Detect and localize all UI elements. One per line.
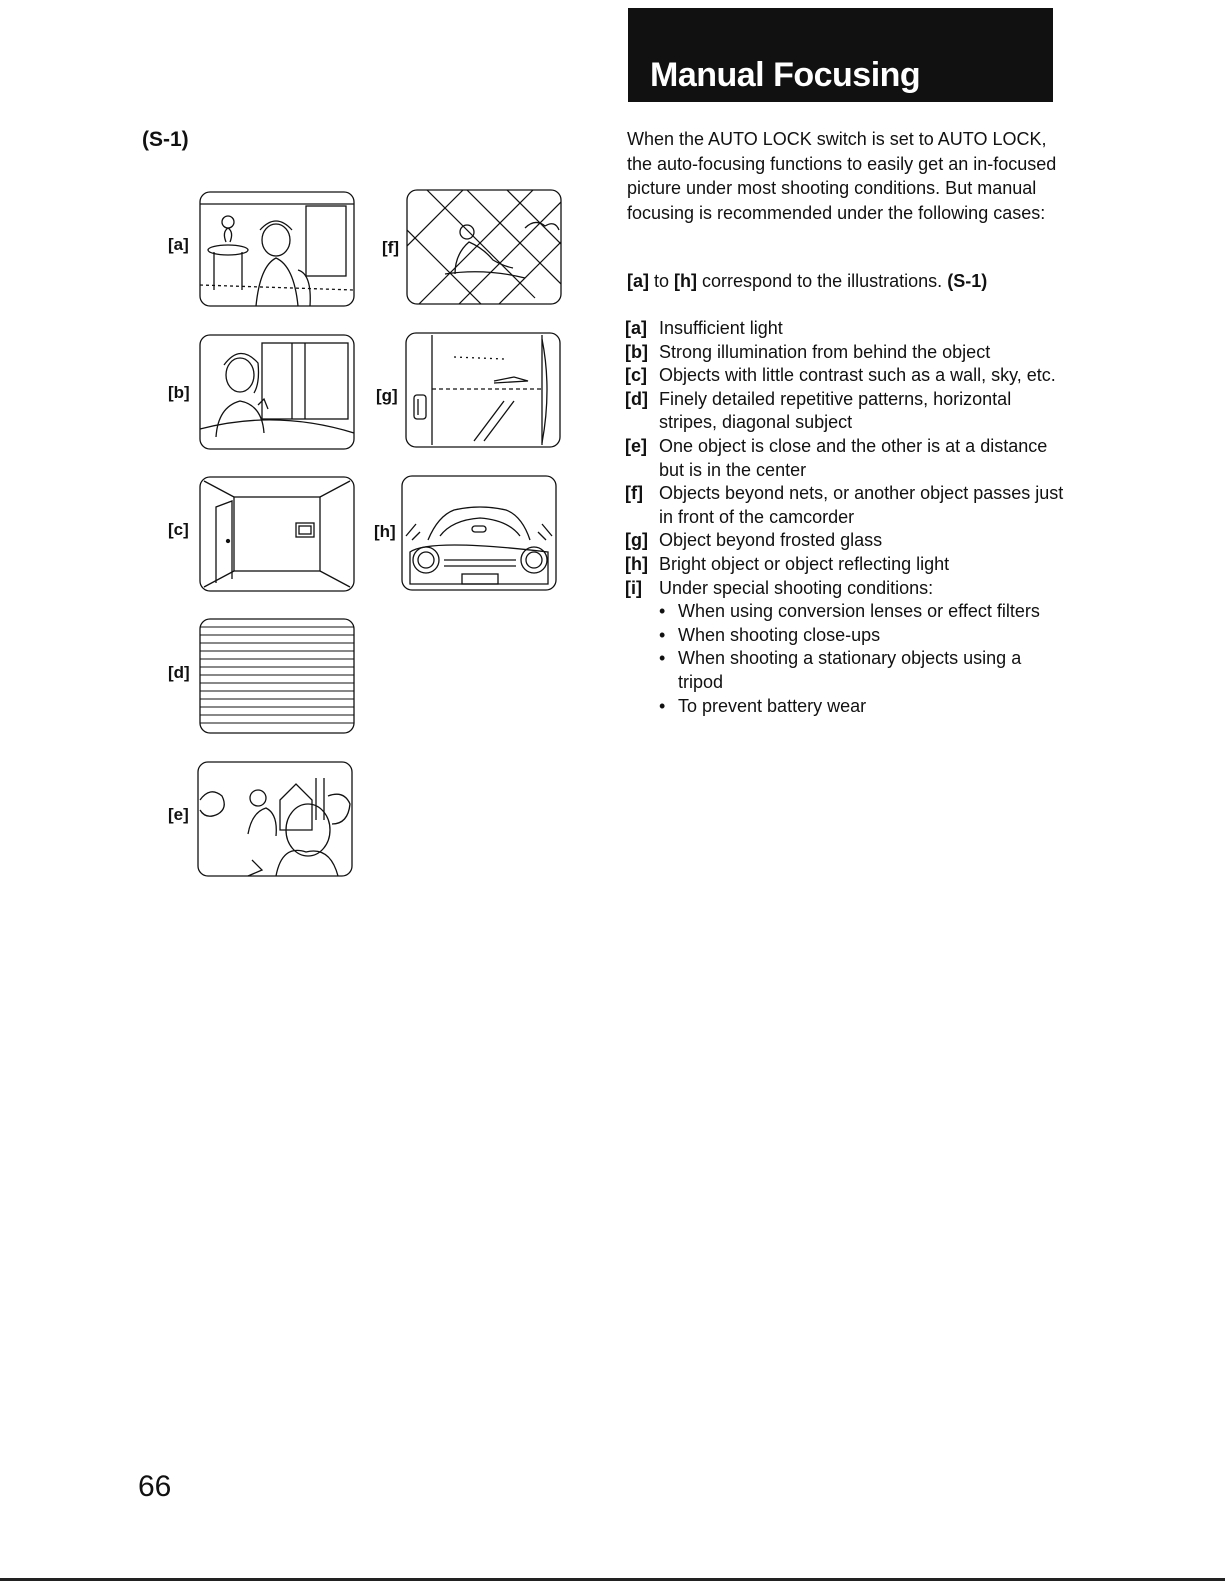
correspond-ref: (S-1)	[947, 271, 988, 291]
case-text: Bright object or object reflecting light	[659, 553, 950, 574]
panel-label-a: [a]	[168, 235, 189, 254]
correspond-text: correspond to the illustrations.	[702, 271, 943, 291]
panel-label-e: [e]	[168, 805, 189, 824]
list-item	[625, 553, 1065, 577]
illustration-near-and-far	[196, 760, 354, 878]
special-text: When shooting close-ups	[678, 624, 881, 645]
bullet-icon: •	[659, 648, 666, 669]
list-item	[625, 341, 1065, 365]
list-item	[625, 435, 1065, 482]
correspond-to-key: [h]	[674, 271, 698, 291]
special-text: When using conversion lenses or effect filters	[678, 601, 1040, 622]
bullet-icon: •	[659, 695, 666, 716]
case-text: Insufficient light	[659, 318, 783, 338]
bullet-icon: •	[659, 601, 666, 622]
panel-label-b: [b]	[168, 383, 190, 402]
page-number: 66	[138, 1470, 172, 1503]
case-text: Under special shooting conditions:	[659, 577, 934, 598]
correspondence-note	[627, 271, 987, 292]
panel-label-d: [d]	[168, 663, 190, 682]
case-key: [h]	[625, 553, 648, 574]
case-key: [c]	[625, 365, 647, 386]
case-key: [e]	[625, 435, 647, 456]
illustration-horizontal-stripes	[198, 617, 356, 735]
case-text: One object is close and the other is at a distance but is in the center	[659, 435, 1048, 480]
case-text: Objects beyond nets, or another object passes just in front of the camcorder	[659, 483, 1064, 527]
list-item	[659, 695, 1065, 719]
case-key: [g]	[625, 530, 648, 551]
case-text: Object beyond frosted glass	[659, 530, 883, 551]
list-item	[625, 317, 1065, 341]
illustration-backlight	[198, 333, 356, 451]
panel-label-c: [c]	[168, 520, 189, 539]
focus-cases-list	[625, 317, 1065, 718]
page-title: Manual Focusing	[650, 56, 921, 94]
list-item	[625, 482, 1065, 529]
list-item	[625, 364, 1065, 388]
illustration-frosted-glass	[404, 331, 562, 449]
correspond-to-word: to	[654, 271, 670, 291]
bullet-icon: •	[659, 624, 666, 645]
special-text: To prevent battery wear	[678, 695, 867, 716]
panel-label-f: [f]	[382, 238, 399, 257]
illustration-low-contrast-wall	[198, 475, 356, 593]
correspond-from-key: [a]	[627, 271, 649, 291]
list-item	[625, 388, 1065, 435]
case-key: [a]	[625, 318, 647, 338]
case-key: [i]	[625, 577, 642, 598]
special-text: When shooting a stationary objects using a tripod	[678, 648, 1022, 692]
bottom-divider	[0, 1578, 1225, 1581]
list-item	[625, 577, 1065, 719]
list-item	[659, 647, 1065, 694]
list-item	[659, 624, 1065, 648]
figure-reference: (S-1)	[142, 128, 189, 151]
case-key: [f]	[625, 483, 643, 504]
case-text: Objects with little contrast such as a wall, sky, etc.	[659, 365, 1056, 386]
illustration-net	[405, 188, 563, 306]
panel-label-g: [g]	[376, 386, 398, 405]
special-conditions-list	[659, 600, 1065, 718]
case-text: Strong illumination from behind the object	[659, 341, 991, 362]
panel-label-h: [h]	[374, 522, 396, 541]
illustration-reflective-car	[400, 474, 558, 592]
case-key: [b]	[625, 341, 648, 362]
illustration-insufficient-light	[198, 190, 356, 308]
case-key: [d]	[625, 388, 648, 409]
case-text: Finely detailed repetitive patterns, horizontal stripes, diagonal subject	[659, 388, 1012, 433]
list-item	[659, 600, 1065, 624]
list-item	[625, 529, 1065, 553]
intro-paragraph: When the AUTO LOCK switch is set to AUTO LOCK, the auto-focusing functions to easily get an in-focused picture under most shooting conditions. But manual focusing is recommended under the following cases:	[627, 129, 1057, 223]
